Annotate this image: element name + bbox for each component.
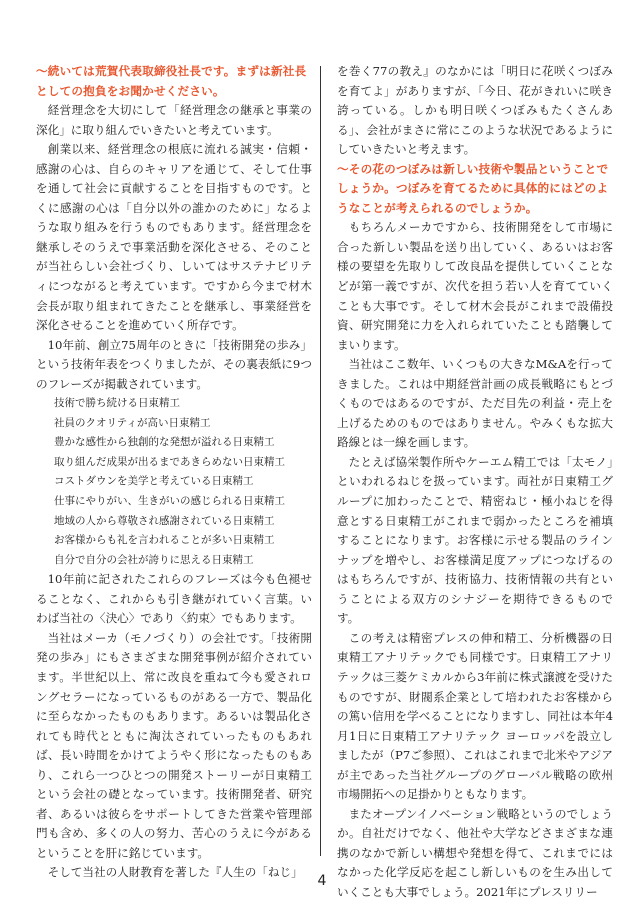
answer-paragraph: この考えは精密プレスの伸和精工、分析機器の日東精工アナリテックでも同様です。日東精工アナリテックは三菱ケミカルから3年前に株式譲渡を受けたものですが、財閥系企業として培われたお客様からの篤い信用を学べることになりますし、同社は本年4月1日に日東精工アナリテック ヨーロッパを設立しましたが（P7ご参照）、これはこれまで北米やアジアが主であった当社グループのグローバル戦略の欧州市場開拓への足掛かりともなります。 — [337, 630, 613, 802]
answer-paragraph: そして当社の人財教育を著した『人生の「ねじ」 — [47, 865, 303, 880]
phrase-item: 仕事にやりがい、生きがいの感じられる日東精工 — [54, 495, 285, 508]
phrase-item: 技術で勝ち続ける日東精工 — [54, 397, 180, 410]
answer-paragraph-continued: を巻く77の教え』のなかには「明日に花咲くつぼみを育てよ」がありますが、「今日、花がきれいに咲き誇っている。しかも明日咲くつぼみもたくさんある」、会社がまさに常にこのような状況であるようにしていきたいと考えます。 — [337, 64, 613, 157]
page-number: 4 — [317, 873, 327, 889]
column-divider — [320, 66, 321, 856]
answer-paragraph: もちろんメーカですから、技術開発をして市場に合った新しい製品を送り出していく、あるいはお客様の要望を先取りして改良品を提供していくことなどが第一義ですが、次代を担う若い人を育てていくことも大事です。そして材木会長がこれまで設備投資、研究開発に力を入れられていたことも踏襲してまいります。 — [337, 220, 613, 352]
answer-paragraph: 当社はメーカ（モノづくり）の会社です。「技術開発の歩み」にもさまざまな開発事例が紹介されています。半世紀以上、常に改良を重ねて今も愛されロングセラーになっているものがある一方で、製品化に至らなかったものもあります。あるいは製品化されても時代とともに淘汰されていったものもあれば、長い時間をかけてようやく形になったものもあり、これら一つひとつの開発ストーリーが日東精工という会社の礎となっています。技術開発者、研究者、あるいは彼らをサポートしてきた営業や管理部門も含め、多くの人の努力、苦心のうえに今があるということを肝に銘じています。 — [36, 630, 312, 860]
phrase-item: コストダウンを美学と考えている日東精工 — [54, 475, 254, 488]
answer-paragraph: またオープンイノベーション戦略というのでしょうか。自社だけでなく、他社や大学などさまざまな連携のなかで新しい構想や発想を得て、これまでにはなかった化学反応を起こし新しいものを生み出していくことも大事でしょう。2021年にプレスリリー — [337, 806, 613, 899]
right-column — [337, 62, 613, 903]
answer-paragraph: 創業以来、経営理念の根底に流れる誠実・信頼・感謝の心は、自らのキャリアを通じて、そして仕事を通して社会に貢献することを目指すものです。とくに感謝の心は「自分以外の誰かのために」なるような取り組みを行うものでもあります。経営理念を継承しそのうえで事業活動を深化させる、そのことが当社らしい会社づくり、しいてはサステナビリティにつながると考えています。ですから今まで材木会長が取り組まれてきたことを継承し、事業経営を深化させることを進めていく所存です。 — [36, 142, 312, 333]
phrase-item: 自分で自分の会社が誇りに思える日東精工 — [54, 553, 254, 566]
interview-question-1: ～続いては荒賀代表取締役社長です。まずは新社長としての抱負をお聞かせください。 — [36, 64, 307, 98]
left-column — [36, 62, 312, 883]
interview-question-2: ～その花のつぼみは新しい技術や製品ということでしょうか。つぼみを育てるために具体的にはどのようなことが考えられるのでしょうか。 — [337, 161, 609, 215]
phrase-item: 取り組んだ成果が出るまであきらめない日東精工 — [54, 455, 285, 468]
phrase-item: 地域の人から尊敬され感謝されている日東精工 — [54, 514, 275, 527]
phrase-item: 豊かな感性から独創的な発想が溢れる日東精工 — [54, 436, 275, 449]
answer-paragraph: 10年前、創立75周年のときに「技術開発の歩み」という技術年表をつくりましたが、その裏表紙に9つのフレーズが掲載されています。 — [36, 337, 312, 391]
nine-phrases-list — [36, 394, 312, 570]
answer-paragraph: 10年前に記されたこれらのフレーズは今も色褪せることなく、これからも引き継がれていく言葉。いわば当社の〈決心〉であり〈約束〉でもあります。 — [36, 572, 312, 626]
answer-paragraph: 経営理念を大切にして「経営理念の継承と事業の深化」に取り組んでいきたいと考えています。 — [36, 103, 312, 137]
answer-paragraph: たとえば協栄製作所やケーエム精工では「太モノ」といわれるねじを扱っています。両社が日東精工グループに加わったことで、精密ねじ・極小ねじを得意とする日東精工がこれまで弱かったところを補填することになります。お客様に示せる製品のラインナップを増やし、お客様満足度アップにつなげるのはもちろんですが、技術協力、技術情報の共有ということによる双方のシナジーを期待できるものです。 — [337, 454, 613, 626]
answer-paragraph: 当社はここ数年、いくつもの大きなM&Aを行ってきました。これは中期経営計画の成長戦略にもとづくものではあるのですが、ただ目先の利益・売上を上げるためのものではありません。やみくもな拡大路線とは一線を画します。 — [337, 357, 613, 450]
phrase-item: お客様からも礼を言われることが多い日東精工 — [54, 534, 275, 547]
phrase-item: 社員のクオリティが高い日東精工 — [54, 416, 211, 429]
